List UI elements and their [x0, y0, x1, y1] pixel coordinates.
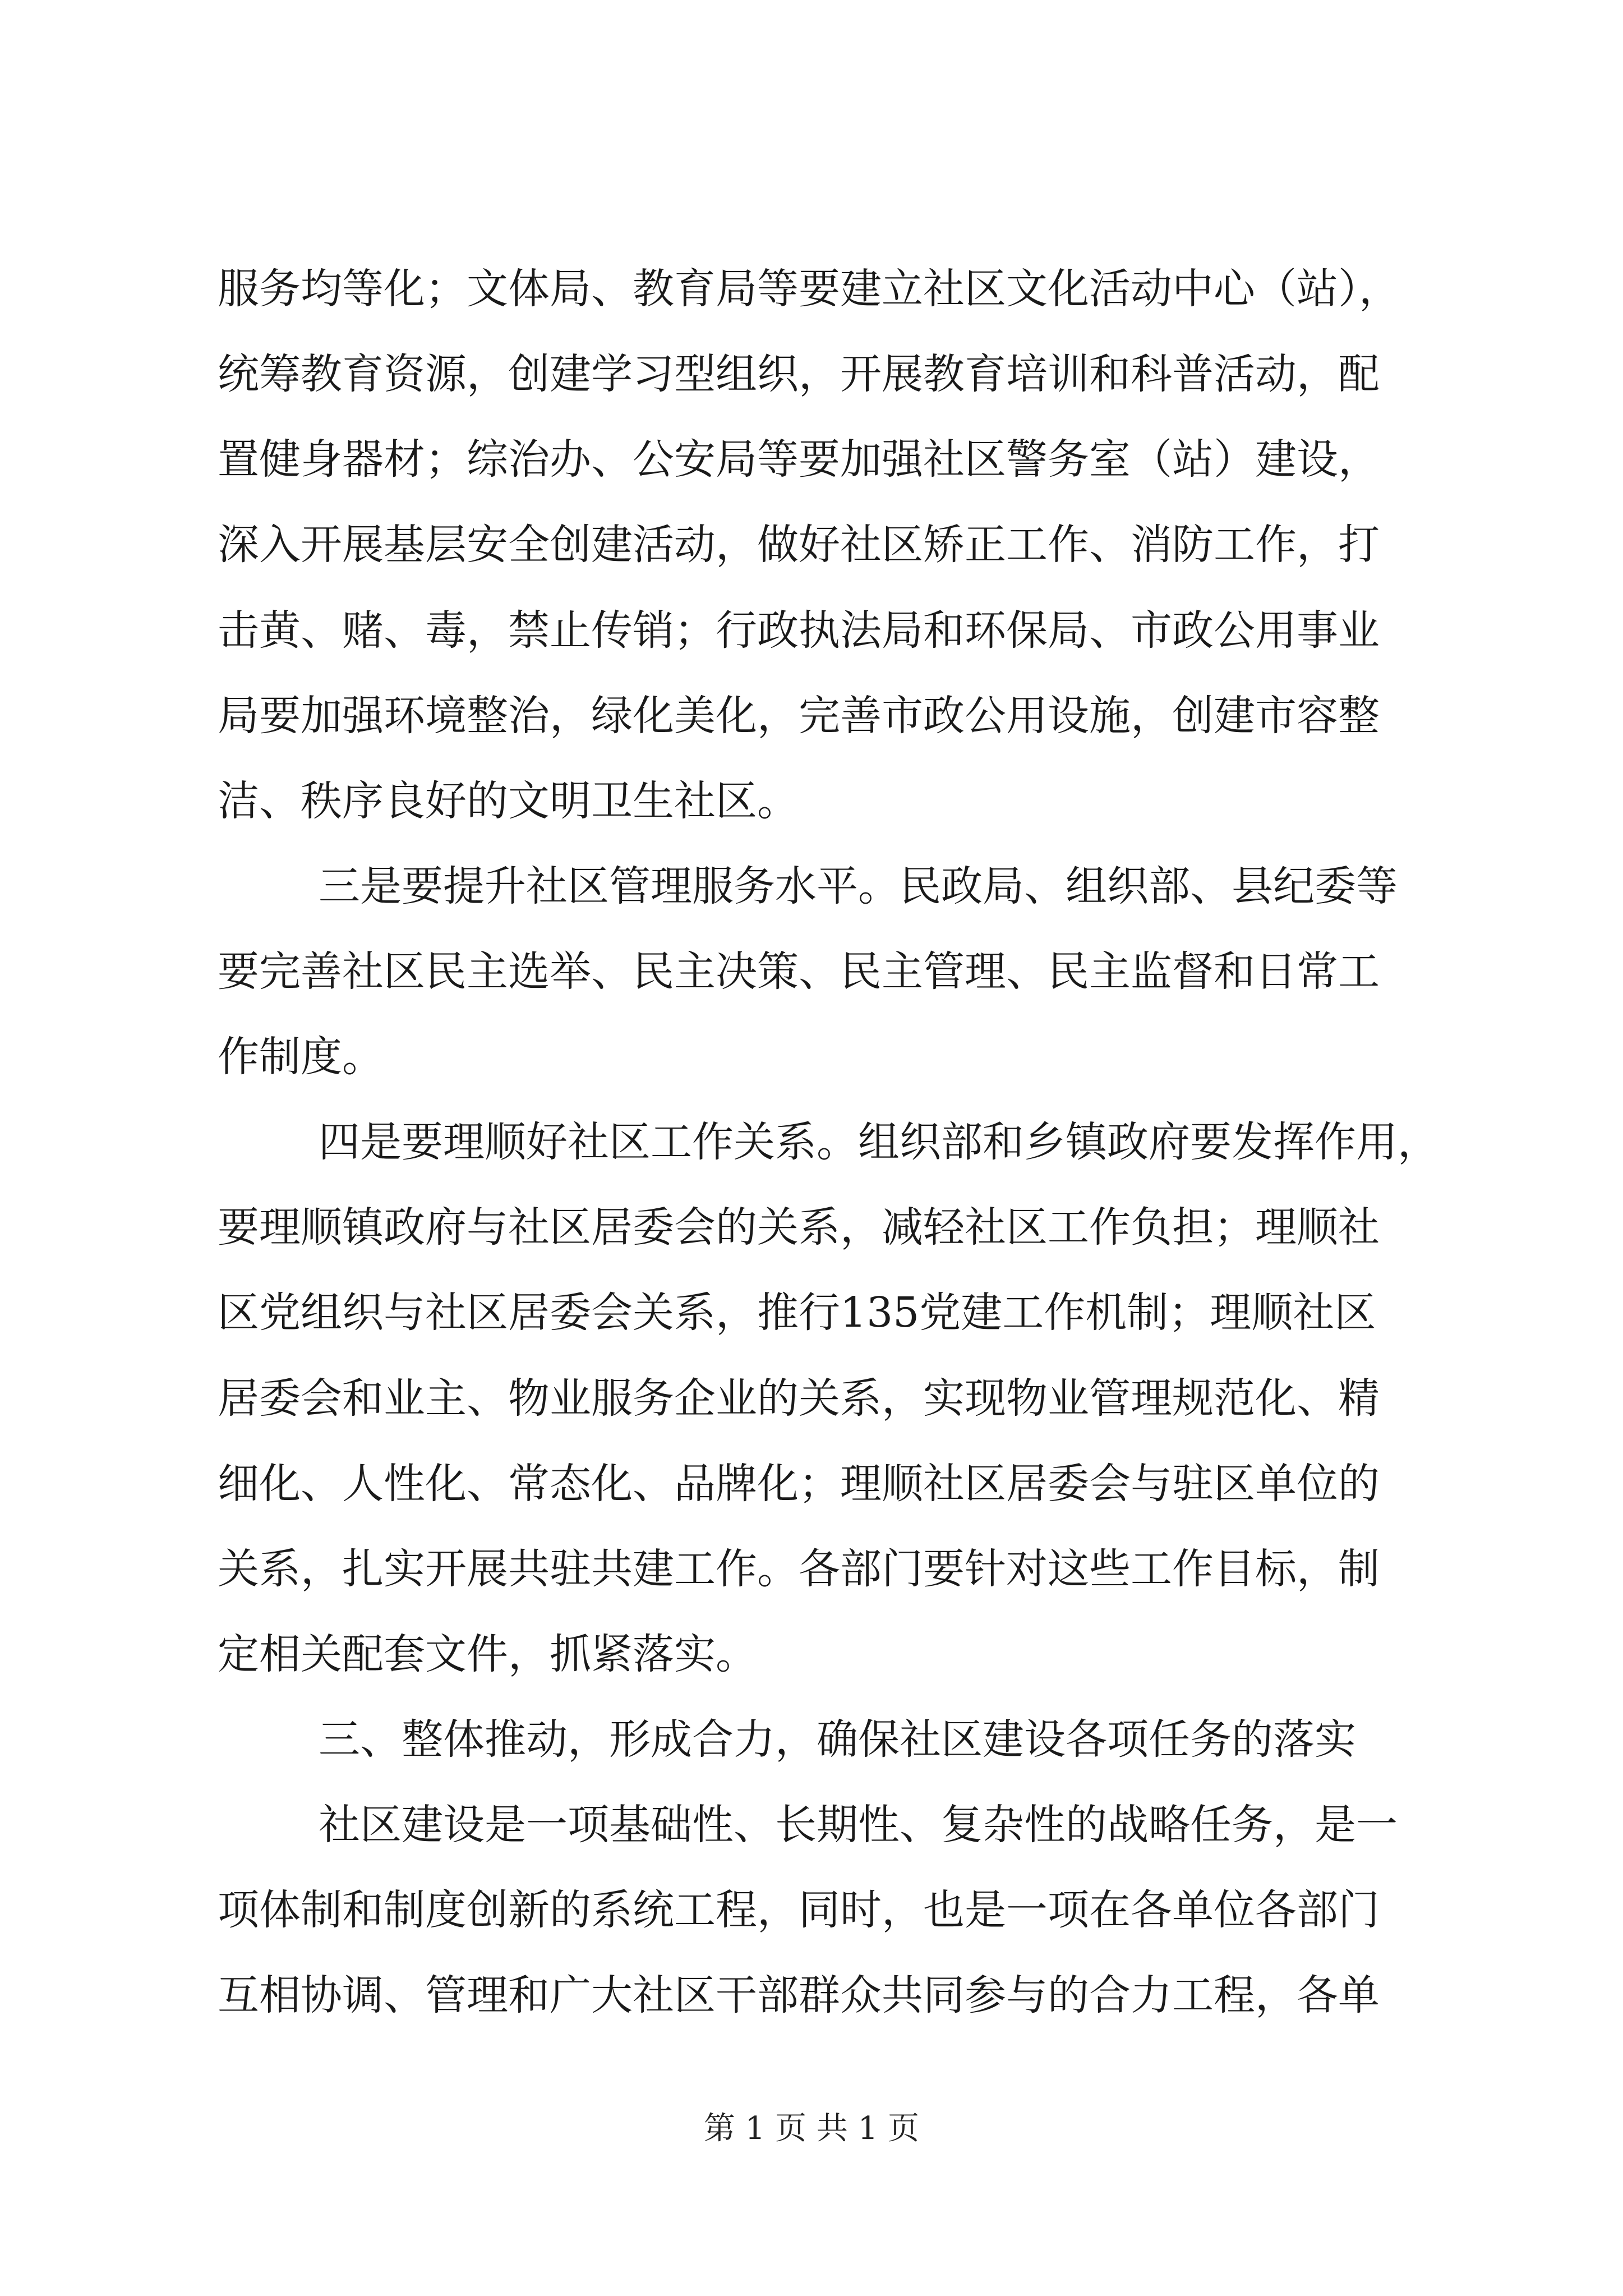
body-line-text: 击黄、赌、毒，禁止传销；行政执法局和环保局、市政公用事业 [218, 606, 1380, 655]
body-line-text: 局要加强环境整治，绿化美化，完善市政公用设施，创建市容整 [218, 692, 1380, 740]
body-line-text: 要完善社区民主选举、民主决策、民主管理、民主监督和日常工 [218, 947, 1380, 996]
body-line [0, 674, 1623, 758]
body-line-text: 置健身器材；综治办、公安局等要加强社区警务室（站）建设， [218, 435, 1380, 484]
body-line [0, 417, 1623, 501]
body-line [0, 1015, 1623, 1099]
body-line-text: 作制度。 [218, 1033, 384, 1081]
body-line-text: 社区建设是一项基础性、长期性、复杂性的战略任务，是一 [319, 1801, 1398, 1849]
body-line-text: 互相协调、管理和广大社区干部群众共同参与的合力工程，各单 [218, 1971, 1380, 2019]
body-line [0, 1185, 1623, 1269]
paragraph-first-line [0, 844, 1623, 928]
section-heading [0, 1697, 1623, 1782]
body-line-text: 项体制和制度创新的系统工程，同时，也是一项在各单位各部门 [218, 1886, 1380, 1934]
body-line-text: 居委会和业主、物业服务企业的关系，实现物业管理规范化、精 [218, 1374, 1380, 1423]
body-line [0, 1612, 1623, 1696]
body-line-text: 区党组织与社区居委会关系，推行135党建工作机制；理顺社区 [218, 1289, 1376, 1337]
body-line [0, 1953, 1623, 2037]
body-line-text: 服务均等化；文体局、教育局等要建立社区文化活动中心（站）， [218, 265, 1400, 313]
body-line [0, 503, 1623, 587]
body-line [0, 1442, 1623, 1526]
body-line [0, 1868, 1623, 1952]
body-line [0, 759, 1623, 843]
body-line [0, 1527, 1623, 1611]
body-line-text: 四是要理顺好社区工作关系。组织部和乡镇政府要发挥作用， [319, 1118, 1439, 1166]
body-line-text: 要理顺镇政府与社区居委会的关系，减轻社区工作负担；理顺社 [218, 1203, 1380, 1251]
body-line-text: 三是要提升社区管理服务水平。民政局、组织部、县纪委等 [319, 862, 1398, 910]
body-line-text: 定相关配套文件，抓紧落实。 [218, 1630, 757, 1678]
body-line-text: 统筹教育资源，创建学习型组织，开展教育培训和科普活动，配 [218, 350, 1380, 398]
body-line [0, 588, 1623, 673]
body-line-text: 细化、人性化、常态化、品牌化；理顺社区居委会与驻区单位的 [218, 1460, 1380, 1508]
section-heading-text: 三、整体推动，形成合力，确保社区建设各项任务的落实 [319, 1715, 1356, 1764]
body-line [0, 247, 1623, 331]
body-line [0, 332, 1623, 416]
body-line-text: 深入开展基层安全创建活动，做好社区矫正工作、消防工作，打 [218, 521, 1380, 569]
body-line-text: 洁、秩序良好的文明卫生社区。 [218, 777, 799, 825]
paragraph-first-line [0, 1100, 1623, 1184]
page-footer [0, 2106, 1623, 2151]
body-line [0, 930, 1623, 1014]
body-line-text: 关系，扎实开展共驻共建工作。各部门要针对这些工作目标，制 [218, 1545, 1380, 1593]
body-line [0, 1271, 1623, 1355]
body-line [0, 1356, 1623, 1441]
page-number-label: 第 1 页 共 1 页 [703, 2110, 920, 2147]
paragraph-first-line [0, 1783, 1623, 1867]
